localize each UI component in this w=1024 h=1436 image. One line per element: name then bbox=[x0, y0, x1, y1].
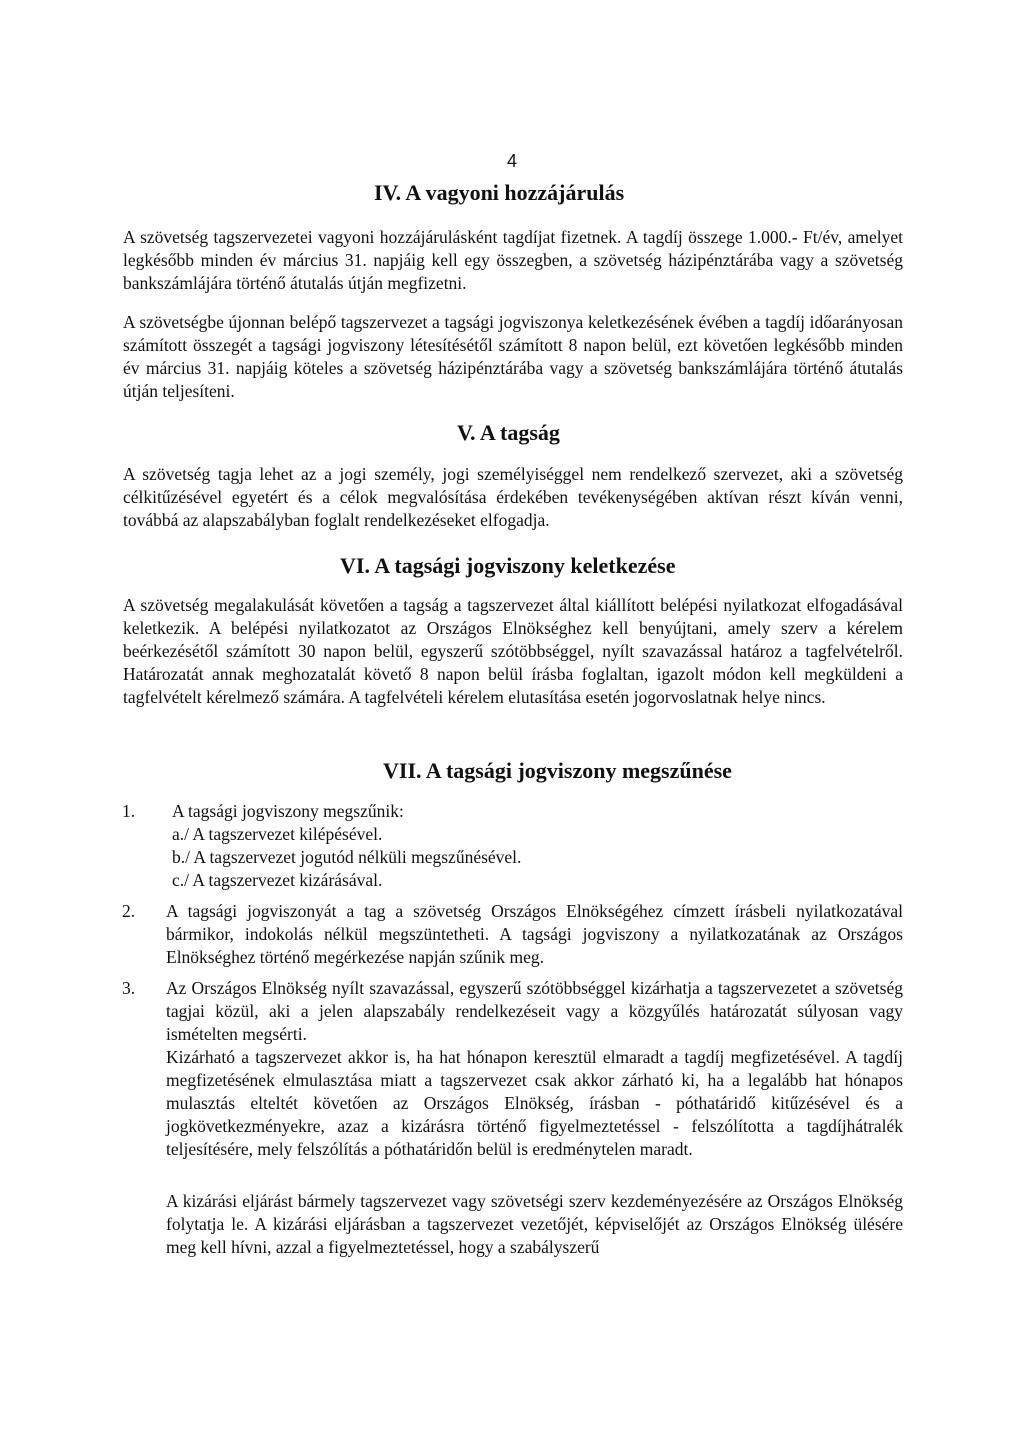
list-item-1-text: A tagsági jogviszony megszűnik: bbox=[172, 801, 404, 821]
list-item-3-text-2: Kizárható a tagszervezet akkor is, ha hat hónapon keresztül elmaradt a tagdíj megfizetésével. A tagdíj megfizetésének elmulasztása miatt a tagszervezet csak akkor zárható ki, ha a legalább hat hónapos mulasztás elteltét követően az Országos Elnökség, írásban - póthatáridő kitűzésével és a jogkövetkezményekre, azaz a kizárásra történő figyelmeztetéssel - felszólította a tagdíjhátralék teljesítésére, mely felszólítás a póthatáridőn belül is eredménytelen maradt. bbox=[166, 1047, 903, 1159]
page-number: 4 bbox=[506, 151, 517, 171]
section-vi-paragraph-1: A szövetség megalakulását követően a tagság a tagszervezet által kiállított belépési nyilatkozat elfogadásával keletkezik. A belépési nyilatkozatot az Országos Elnökséghez kell benyújtani, amely szerv a kérelem beérkezésétől számított 30 napon belül, egyszerű szótöbbséggel, nyílt szavazással határoz a tagfelvételről. Határozatát annak meghozatalát követő 8 napon belül írásba foglaltan, igazolt módon kell megküldeni a tagfelvételt kérelmező számára. A tagfelvételi kérelem elutasítása esetén jogorvoslatnak helye nincs. bbox=[123, 595, 903, 707]
list-item-1-number: 1. bbox=[122, 801, 136, 821]
list-item-2-number: 2. bbox=[122, 901, 136, 921]
section-v-paragraph-1: A szövetség tagja lehet az a jogi személy, jogi személyiséggel nem rendelkező szervezet, aki a szövetség célkitűzésével egyetért és a célok megvalósítása érdekében tevékenységében aktívan részt kíván venni, továbbá az alapszabályban foglalt rendelkezéseket elfogadja. bbox=[123, 464, 903, 530]
section-iv-heading: IV. A vagyoni hozzájárulás bbox=[374, 180, 625, 205]
section-v-heading: V. A tagság bbox=[457, 420, 560, 445]
section-vii-heading: VII. A tagsági jogviszony megszűnése bbox=[383, 758, 732, 783]
list-item-3-number: 3. bbox=[122, 978, 136, 998]
list-item-3-text-3: A kizárási eljárást bármely tagszervezet vagy szövetségi szerv kezdeményezésére az Országos Elnökség folytatja le. A kizárási eljárásban a tagszervezet vezetőjét, képviselőjét az Országos Elnökség ülésére meg kell hívni, azzal a figyelmeztetéssel, hogy a szabályszerű bbox=[166, 1191, 903, 1257]
list-item-1-sub-a: a./ A tagszervezet kilépésével. bbox=[172, 824, 383, 844]
section-iv-paragraph-2: A szövetségbe újonnan belépő tagszervezet a tagsági jogviszonya keletkezésének évében a tagdíj időarányosan számított összegét a tagsági jogviszony létesítésétől számított 8 napon belül, ezt követően legkésőbb minden év március 31. napjáig köteles a szövetség házipénztárába vagy a szövetség bankszámlájára történő átutalás útján teljesíteni. bbox=[123, 312, 903, 401]
list-item-1-sub-b: b./ A tagszervezet jogutód nélküli megszűnésével. bbox=[172, 847, 522, 867]
section-iv-paragraph-1: A szövetség tagszervezetei vagyoni hozzájárulásként tagdíjat fizetnek. A tagdíj összege 1.000.- Ft/év, amelyet legkésőbb minden év március 31. napjáig kell egy összegben, a szövetség házipénztárába vagy a szövetség bankszámlájára történő átutalás útján megfizetni. bbox=[123, 227, 903, 293]
section-vi-heading: VI. A tagsági jogviszony keletkezése bbox=[340, 553, 676, 578]
list-item-2-text: A tagsági jogviszonyát a tag a szövetség Országos Elnökségéhez címzett írásbeli nyilatkozatával bármikor, indokolás nélkül megszüntetheti. A tagsági jogviszony a nyilatkozatának az Országos Elnökséghez történő megérkezése napján szűnik meg. bbox=[166, 901, 903, 967]
list-item-1-sub-c: c./ A tagszervezet kizárásával. bbox=[172, 870, 383, 890]
list-item-3-text-1: Az Országos Elnökség nyílt szavazással, egyszerű szótöbbséggel kizárhatja a tagszervezetet a szövetség tagjai közül, aki a jelen alapszabály rendelkezéseit vagy a közgyűlés határozatát súlyosan vagy ismételten megsérti. bbox=[166, 978, 903, 1044]
